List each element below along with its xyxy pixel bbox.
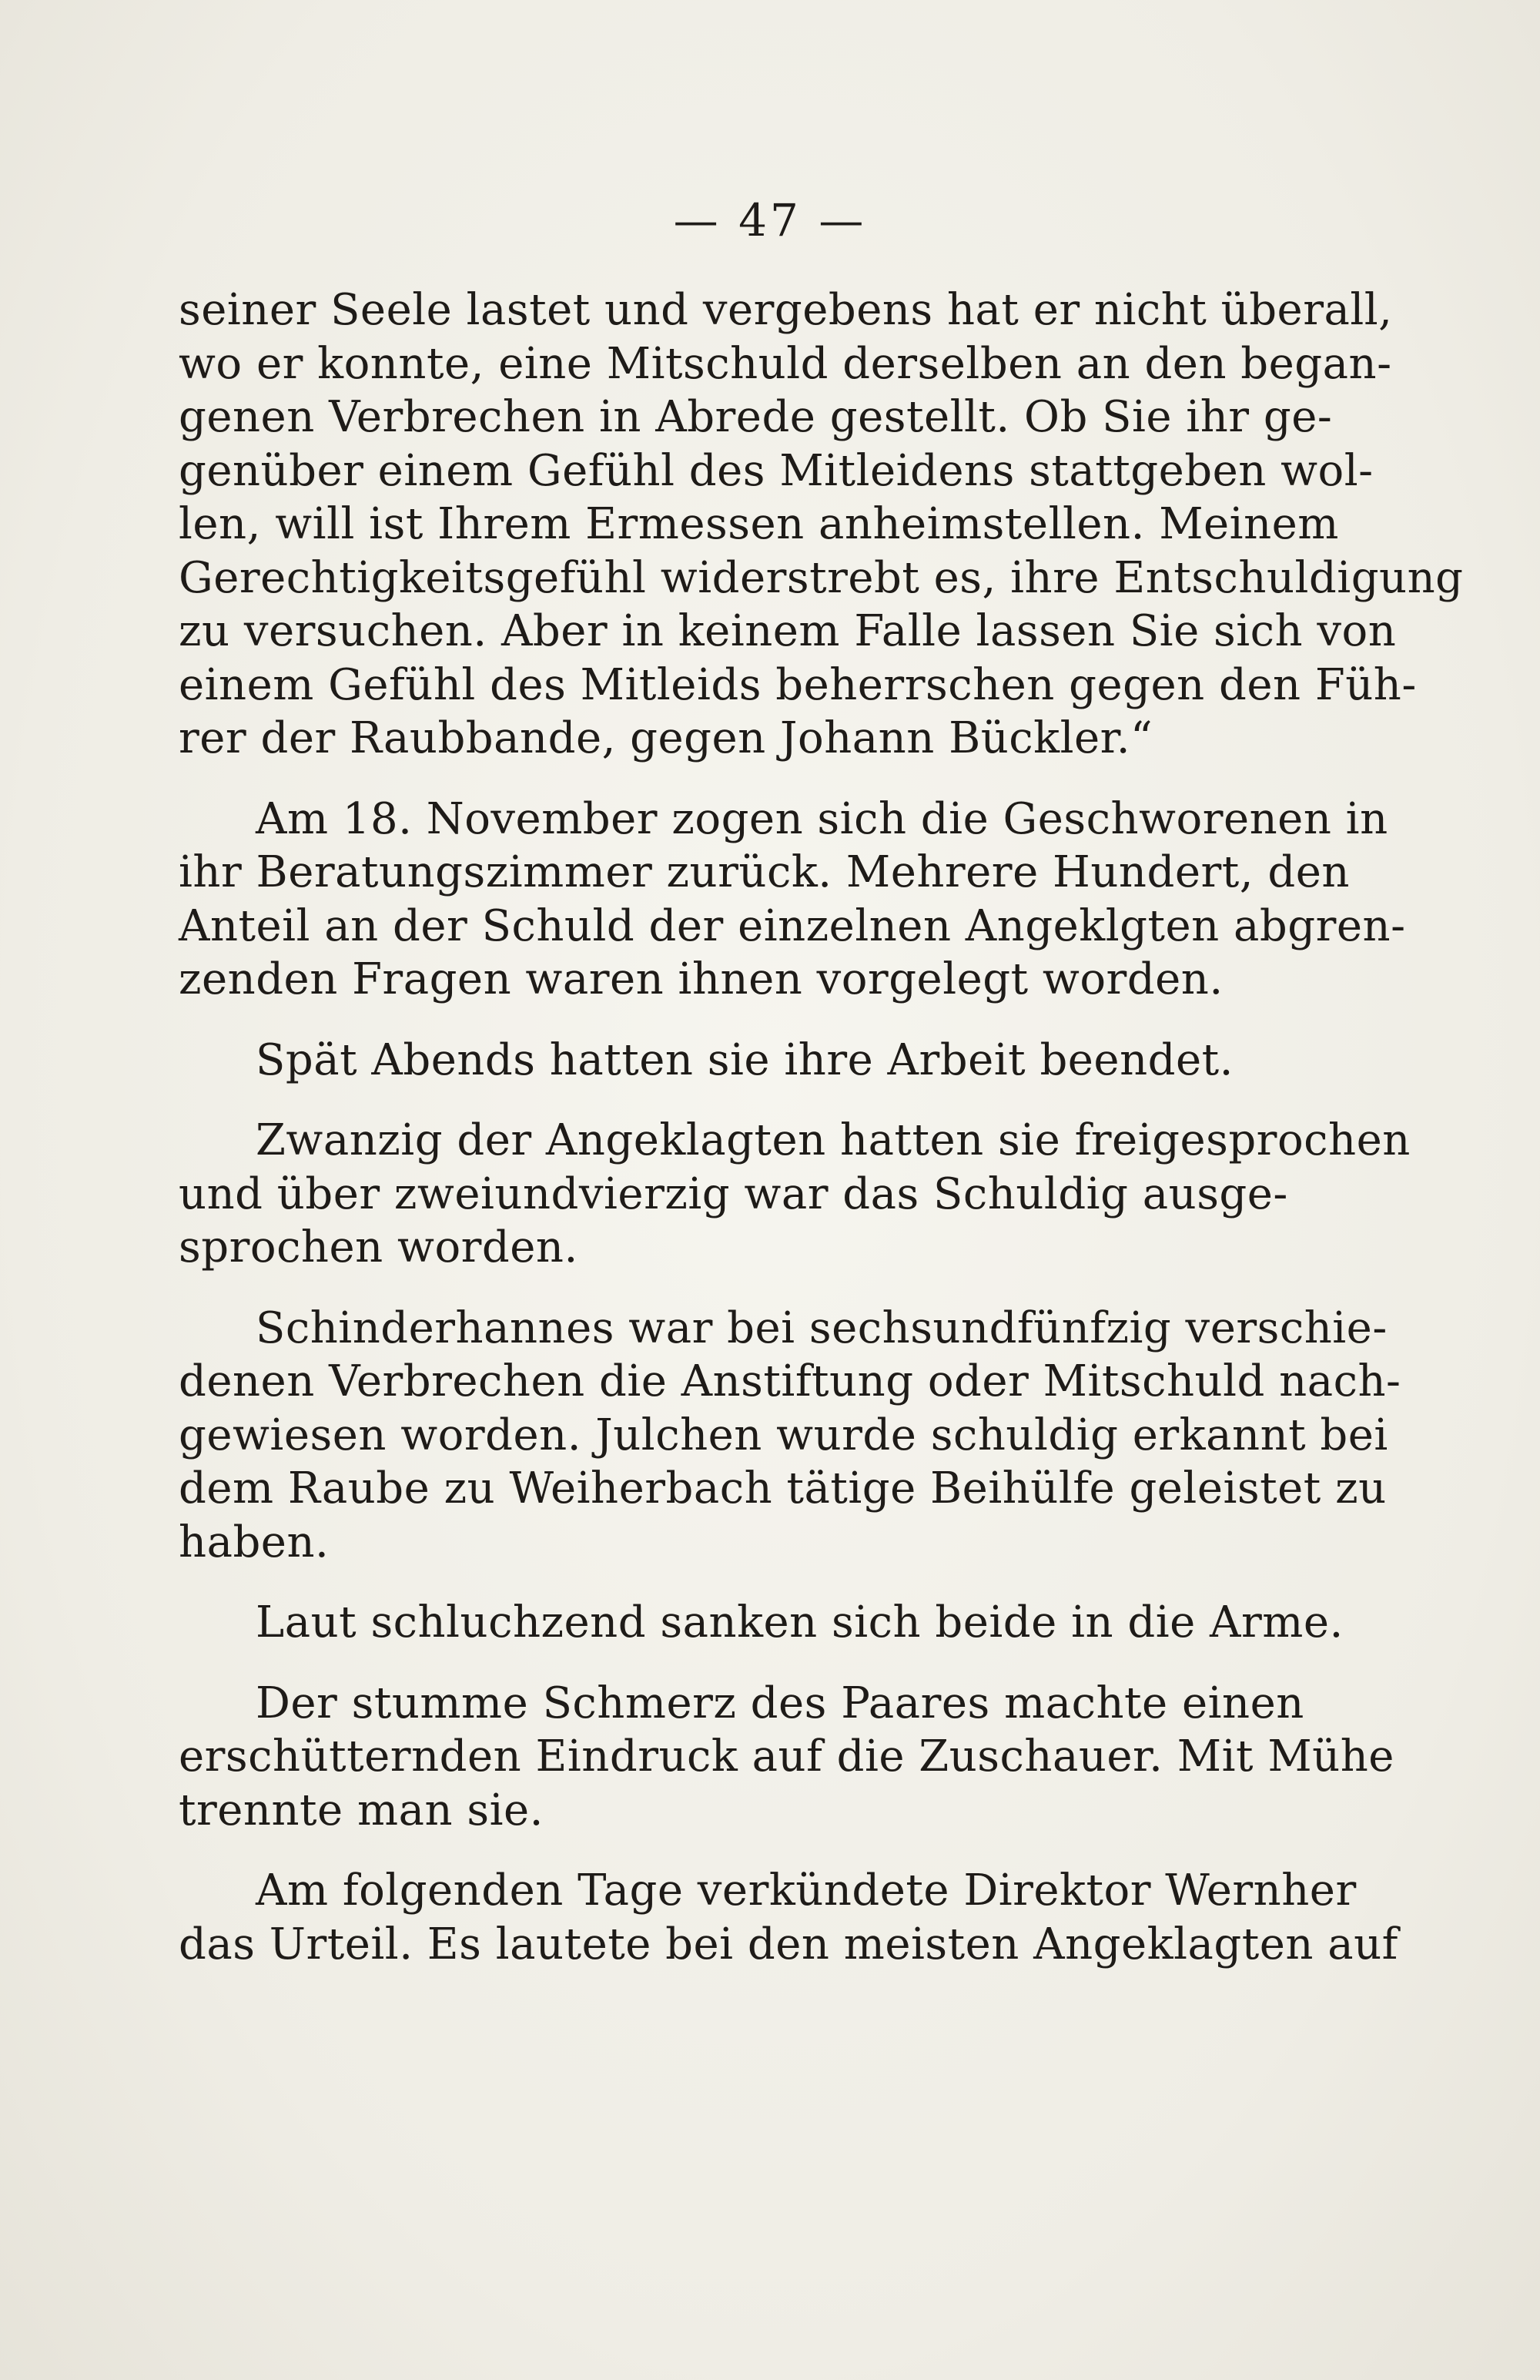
text-line: genen Verbrechen in Abrede gestellt. Ob Sie ihr ge-	[179, 392, 1333, 442]
text-line: zenden Fragen waren ihnen vorgelegt worden.	[179, 954, 1224, 1004]
paragraph	[179, 1302, 1401, 1570]
text-line: genüber einem Gefühl des Mitleidens stattgeben wol-	[179, 445, 1374, 496]
paragraph	[179, 1034, 1270, 1088]
paragraph	[179, 1114, 1411, 1275]
text-line: haben.	[179, 1517, 330, 1567]
paragraph	[179, 1596, 1344, 1650]
text-line: trennte man sie.	[179, 1785, 544, 1835]
text-line: Zwanzig der Angeklagten hatten sie freigesprochen	[256, 1115, 1411, 1165]
text-line: Gerechtigkeitsgefühl widerstrebt es, ihre Entschuldigung	[179, 552, 1464, 603]
text-line: Spät Abends hatten sie ihre Arbeit beendet.	[256, 1034, 1234, 1085]
text-line: und über zweiundvierzig war das Schuldig ausge-	[179, 1168, 1288, 1219]
paragraph	[179, 793, 1406, 1007]
text-line: Am 18. November zogen sich die Geschworenen in	[256, 793, 1388, 844]
text-line: einem Gefühl des Mitleids beherrschen gegen den Füh-	[179, 659, 1417, 710]
text-line: sprochen worden.	[179, 1222, 578, 1272]
text-line: Anteil an der Schuld der einzelnen Angeklgten abgren-	[179, 900, 1406, 951]
text-line: seiner Seele lastet und vergebens hat er nicht überall,	[179, 285, 1393, 335]
paragraph	[179, 1677, 1394, 1838]
paragraph	[179, 283, 1464, 766]
text-line: Laut schluchzend sanken sich beide in die Arme.	[256, 1597, 1344, 1648]
paragraph	[179, 1864, 1398, 1971]
text-line: rer der Raubbande, gegen Johann Bückler.“	[179, 713, 1153, 763]
text-line: len, will ist Ihrem Ermessen anheimstellen. Meinem	[179, 499, 1339, 549]
text-line: ihr Beratungszimmer zurück. Mehrere Hundert, den	[179, 847, 1350, 897]
text-line: Am folgenden Tage verkündete Direktor Wernher	[256, 1865, 1357, 1916]
text-line: Schinderhannes war bei sechsundfünfzig verschie-	[256, 1302, 1388, 1353]
body-text	[179, 283, 1464, 1998]
text-line: dem Raube zu Weiherbach tätige Beihülfe geleistet zu	[179, 1463, 1387, 1513]
page-number: — 47 —	[673, 194, 867, 246]
text-line: Der stumme Schmerz des Paares machte einen	[256, 1678, 1304, 1728]
text-line: das Urteil. Es lautete bei den meisten Angeklagten auf	[179, 1919, 1398, 1969]
text-line: denen Verbrechen die Anstiftung oder Mitschuld nach-	[179, 1356, 1401, 1406]
text-line: zu versuchen. Aber in keinem Falle lassen Sie sich von	[179, 606, 1397, 656]
text-line: erschütternden Eindruck auf die Zuschauer. Mit Mühe	[179, 1731, 1394, 1782]
text-line: gewiesen worden. Julchen wurde schuldig erkannt bei	[179, 1410, 1388, 1460]
text-line: wo er konnte, eine Mitschuld derselben an den began-	[179, 338, 1392, 389]
